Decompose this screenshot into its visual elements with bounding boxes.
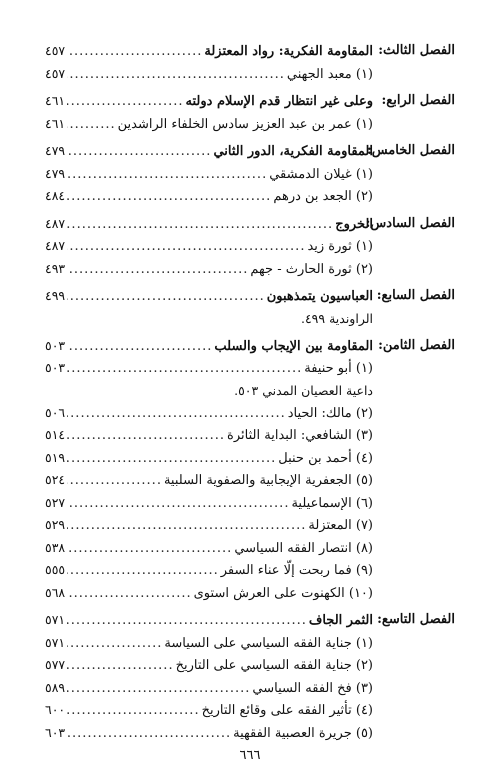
toc-entry <box>45 357 373 381</box>
toc-entry <box>45 469 373 493</box>
entry-title: (٢) ثورة الحارث - جهم <box>250 261 373 277</box>
dot-leader <box>67 114 115 137</box>
dot-leader <box>67 678 250 701</box>
entry-title: الثمر الجاف <box>308 613 373 628</box>
toc-entry <box>45 582 373 606</box>
chapter-label: الفصل الرابع: <box>381 93 455 108</box>
entry-title: (١) عمر بن عبد العزيز سادس الخلفاء الراشدين <box>117 116 373 132</box>
entry-page-number: ٤٧٩ <box>45 165 66 181</box>
toc-entry <box>45 335 373 359</box>
entry-page-number: ٦٠٠ <box>45 702 66 717</box>
dot-leader <box>67 91 183 114</box>
entry-title: (١) غيلان الدمشقي <box>269 166 373 182</box>
entry-page-number: ٥٧١ <box>45 634 66 650</box>
entry-title: (٣) فخ الفقه السياسي <box>252 680 373 696</box>
entry-title: (٣) الشافعي: البداية الثائرة <box>227 428 373 443</box>
entry-title: (١) أبو حنيفة <box>304 361 373 376</box>
toc-entry-row <box>45 235 455 258</box>
entry-page-number: ٥٢٩ <box>45 517 66 532</box>
dot-leader <box>67 214 333 237</box>
toc-entry <box>45 113 373 137</box>
entry-title: وعلى غير انتظار قدم الإسلام دولته <box>185 94 373 109</box>
dot-leader <box>67 515 306 538</box>
entry-page-number: ٤٦١ <box>45 115 66 131</box>
dot-leader <box>67 259 248 282</box>
toc-note-row <box>45 308 455 330</box>
toc-entry-row <box>45 258 455 281</box>
dot-leader <box>67 425 225 448</box>
dot-leader <box>67 633 162 656</box>
toc-entry-row <box>45 514 455 537</box>
entry-page-number: ٤٨٧ <box>45 215 66 231</box>
toc-chapter-row <box>45 609 455 632</box>
toc-entry-row <box>45 559 455 582</box>
entry-title: (٥) جريرة العصبية الفقهية <box>233 725 373 741</box>
entry-page-number: ٥٣٨ <box>45 539 66 555</box>
toc-entry <box>45 90 373 114</box>
toc-entry <box>45 447 373 471</box>
toc-entry-row <box>45 537 455 560</box>
toc-entry-row <box>45 677 455 700</box>
entry-page-number: ٥٠٦ <box>45 404 66 420</box>
toc-entry <box>45 40 373 64</box>
dot-leader <box>67 186 271 209</box>
toc-entry-row <box>45 163 455 186</box>
dot-leader <box>67 493 289 516</box>
toc-entry-row <box>45 447 455 470</box>
toc-entry <box>45 185 373 209</box>
entry-title: (٢) مالك: الحياد <box>287 405 373 421</box>
toc-entry-row <box>45 492 455 515</box>
chapter-label: الفصل السادس: <box>365 215 455 231</box>
toc-entry-row <box>45 699 455 722</box>
entry-title: (٧) المعتزلة <box>308 518 373 533</box>
chapter-label: الفصل الثالث: <box>378 43 455 58</box>
dot-leader <box>67 655 173 678</box>
toc-note: الراوندية ٤٩٩. <box>300 310 373 326</box>
entry-page-number: ٥٥٥ <box>45 562 66 577</box>
toc-entry <box>45 537 373 561</box>
dot-leader <box>67 538 232 561</box>
toc-entry-row <box>45 63 455 86</box>
dot-leader <box>67 164 267 187</box>
toc-entry <box>45 514 373 538</box>
table-of-contents <box>45 40 455 744</box>
toc-entry <box>45 235 373 259</box>
toc-entry-row <box>45 654 455 677</box>
toc-entry-row <box>45 357 455 380</box>
entry-page-number: ٤٧٩ <box>45 143 66 158</box>
dot-leader <box>67 448 276 471</box>
entry-title: الخروج <box>335 216 373 232</box>
toc-entry-row <box>45 632 455 655</box>
dot-leader <box>67 470 162 493</box>
entry-page-number: ٥٢٤ <box>45 472 66 487</box>
entry-page-number: ٤٥٧ <box>45 43 66 58</box>
entry-page-number: ٤٩٩ <box>45 288 66 303</box>
toc-entry <box>45 140 373 164</box>
entry-title: (٤) تأثير الفقه على وقائع التاريخ <box>201 703 373 718</box>
entry-page-number: ٦٠٣ <box>45 724 66 740</box>
toc-chapter-row <box>45 335 455 358</box>
dot-leader <box>67 336 212 359</box>
toc-note: داعية العصيان المدني ٥٠٣. <box>234 382 373 398</box>
dot-leader <box>67 64 285 87</box>
toc-entry-row <box>45 185 455 208</box>
dot-leader <box>67 700 199 723</box>
dot-leader <box>67 286 265 309</box>
toc-entry <box>45 654 373 678</box>
entry-title: (٤) أحمد بن حنبل <box>278 450 373 466</box>
entry-title: المقاومة الفكرية: رواد المعتزلة <box>204 44 373 59</box>
entry-title: (٥) الجعفرية الإيجابية والصفوية السلبية <box>163 473 373 488</box>
entry-page-number: ٥٦٨ <box>45 584 66 600</box>
entry-title: (٢) جناية الفقه السياسي على التاريخ <box>175 658 373 673</box>
toc-entry <box>45 63 373 87</box>
entry-title: (١) معبد الجهني <box>286 66 373 82</box>
entry-title: (٨) انتصار الفقه السياسي <box>234 540 373 556</box>
dot-leader <box>67 560 219 583</box>
chapter-label: الفصل الخامس: <box>366 143 455 158</box>
entry-title: (٩) فما ربحت إلّا عناء السفر <box>220 563 373 578</box>
toc-entry <box>45 285 373 309</box>
entry-page-number: ٤٥٧ <box>45 65 66 81</box>
dot-leader <box>67 236 305 259</box>
entry-page-number: ٥٠٣ <box>45 337 66 353</box>
entry-page-number: ٤٦١ <box>45 93 66 108</box>
toc-entry <box>45 424 373 448</box>
toc-entry <box>45 699 373 723</box>
entry-page-number: ٤٨٧ <box>45 238 66 253</box>
toc-entry <box>45 559 373 583</box>
dot-leader <box>67 358 302 381</box>
entry-page-number: ٥٠٣ <box>45 360 66 375</box>
entry-title: (٦) الإسماعيلية <box>291 495 373 511</box>
entry-title: المقاومة بين الإيجاب والسلب <box>214 338 373 354</box>
dot-leader <box>67 141 211 164</box>
toc-chapter-row <box>45 40 455 63</box>
toc-entry <box>45 492 373 516</box>
dot-leader <box>67 723 231 746</box>
toc-chapter-row <box>45 213 455 236</box>
toc-entry-row <box>45 469 455 492</box>
entry-title: المقاومة الفكرية، الدور الثاني <box>213 144 373 159</box>
page-number: ٦٦٦ <box>239 748 261 763</box>
entry-title: (١) ثورة زيد <box>307 239 373 254</box>
entry-title: (١٠) الكهنوت على العرش استوى <box>193 585 373 601</box>
toc-entry <box>45 677 373 701</box>
toc-entry <box>45 213 373 237</box>
entry-page-number: ٥٢٧ <box>45 494 66 510</box>
toc-chapter-row <box>45 285 455 308</box>
toc-entry <box>45 632 373 656</box>
toc-chapter-row <box>45 140 455 163</box>
entry-page-number: ٤٩٣ <box>45 260 66 276</box>
dot-leader <box>67 610 307 633</box>
entry-title: (١) جناية الفقه السياسي على السياسة <box>164 635 373 651</box>
dot-leader <box>67 583 191 606</box>
entry-title: (٢) الجعد بن درهم <box>273 189 373 204</box>
dot-leader <box>67 41 202 64</box>
chapter-label: الفصل التاسع: <box>377 612 455 627</box>
toc-entry <box>45 163 373 187</box>
toc-entry-row <box>45 424 455 447</box>
toc-entry-row <box>45 582 455 605</box>
chapter-label: الفصل الثامن: <box>378 337 455 353</box>
toc-entry <box>45 722 373 746</box>
toc-chapter-row <box>45 90 455 113</box>
entry-page-number: ٥٨٩ <box>45 679 66 695</box>
toc-note-row <box>45 380 455 402</box>
entry-page-number: ٥٧١ <box>45 612 66 627</box>
dot-leader <box>67 403 286 426</box>
toc-entry-row <box>45 113 455 136</box>
toc-entry-row <box>45 402 455 425</box>
entry-page-number: ٥١٤ <box>45 427 66 442</box>
entry-page-number: ٤٨٤ <box>45 188 66 203</box>
toc-entry <box>45 402 373 426</box>
entry-page-number: ٥٧٧ <box>45 657 66 672</box>
entry-page-number: ٥١٩ <box>45 449 66 465</box>
toc-entry <box>45 609 373 633</box>
entry-title: العباسيون يتمذهبون <box>266 289 373 304</box>
toc-entry <box>45 258 373 282</box>
toc-entry-row <box>45 722 455 745</box>
chapter-label: الفصل السابع: <box>376 288 455 303</box>
